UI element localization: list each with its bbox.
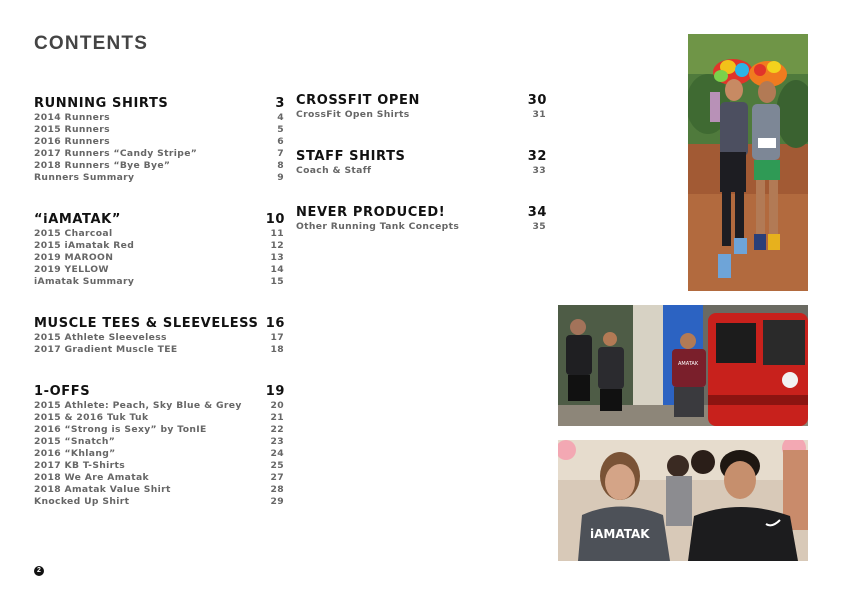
toc-item-label: 2016 Runners [34,136,110,147]
toc-section-iamatak [34,212,285,288]
toc-item-page: 5 [277,124,284,135]
toc-item-page: 21 [270,412,284,423]
toc-section-crossfit-open [296,93,547,121]
toc-item[interactable] [34,240,285,252]
toc-item[interactable] [34,264,285,276]
section-title: RUNNING SHIRTS [34,96,169,111]
toc-item[interactable] [34,124,285,136]
toc-item-label: 2014 Runners [34,112,110,123]
toc-item[interactable] [34,332,285,344]
toc-item-label: 2015 “Snatch” [34,436,116,447]
toc-item[interactable] [296,109,547,121]
toc-item[interactable] [34,112,285,124]
toc-item-page: 9 [277,172,284,183]
toc-item-page: 11 [270,228,284,239]
shirt-logo-text: iAMATAK [590,527,650,541]
toc-item-page: 23 [270,436,284,447]
toc-item[interactable] [34,228,285,240]
toc-section-never-produced [296,205,547,233]
toc-item-page: 7 [277,148,284,159]
toc-item-label: 2015 iAmatak Red [34,240,135,251]
section-page: 16 [265,316,285,331]
toc-item-label: 2016 “Khlang” [34,448,116,459]
toc-section-heading[interactable] [34,96,285,112]
toc-item-page: 17 [270,332,284,343]
toc-section-1-offs [34,384,285,508]
toc-section-heading[interactable] [34,316,285,332]
toc-item-page: 24 [270,448,284,459]
section-page: 34 [527,205,547,220]
toc-item[interactable] [34,424,285,436]
toc-item-page: 29 [270,496,284,507]
toc-item-page: 27 [270,472,284,483]
toc-item-label: 2019 MAROON [34,252,114,263]
toc-item[interactable] [296,221,547,233]
toc-item-label: Knocked Up Shirt [34,496,130,507]
toc-item-label: Other Running Tank Concepts [296,221,460,232]
toc-item-label: 2015 Athlete Sleeveless [34,332,167,343]
toc-item-page: 18 [270,344,284,355]
section-page: 10 [265,212,285,227]
toc-item[interactable] [34,148,285,160]
toc-section-heading[interactable] [34,384,285,400]
toc-section-heading[interactable] [296,149,547,165]
toc-item[interactable] [34,448,285,460]
toc-item[interactable] [34,460,285,472]
toc-item-page: 25 [270,460,284,471]
toc-item-page: 33 [532,165,546,176]
toc-item[interactable] [34,400,285,412]
toc-item[interactable] [34,412,285,424]
toc-item-label: Runners Summary [34,172,135,183]
toc-item-label: 2015 & 2016 Tuk Tuk [34,412,149,423]
toc-item[interactable] [34,436,285,448]
toc-section-staff-shirts [296,149,547,177]
photo-costumed-runners [688,34,808,291]
toc-item-page: 20 [270,400,284,411]
toc-item-page: 35 [532,221,546,232]
toc-item[interactable] [34,344,285,356]
toc-item-page: 15 [270,276,284,287]
section-title: STAFF SHIRTS [296,149,406,164]
toc-item[interactable] [34,276,285,288]
toc-item-page: 12 [270,240,284,251]
section-title: 1-OFFS [34,384,91,399]
section-title: MUSCLE TEES & SLEEVELESS [34,316,259,331]
toc-item[interactable] [34,136,285,148]
toc-item-label: 2017 KB T-Shirts [34,460,126,471]
toc-item-label: 2017 Runners “Candy Stripe” [34,148,198,159]
toc-item-label: 2015 Charcoal [34,228,113,239]
toc-item-page: 4 [277,112,284,123]
toc-item[interactable] [34,160,285,172]
toc-item-label: 2018 Runners “Bye Bye” [34,160,171,171]
toc-item-page: 13 [270,252,284,263]
toc-item[interactable] [34,472,285,484]
toc-item[interactable] [34,484,285,496]
toc-item-label: 2016 “Strong is Sexy” by TonIE [34,424,207,435]
toc-item-label: 2015 Runners [34,124,110,135]
toc-item-label: 2019 YELLOW [34,264,109,275]
photo-tuk-tuk-runners [558,305,808,426]
section-title: “iAMATAK” [34,212,121,227]
toc-item[interactable] [34,496,285,508]
toc-item-label: 2018 Amatak Value Shirt [34,484,171,495]
toc-item-label: Coach & Staff [296,165,372,176]
toc-item-page: 28 [270,484,284,495]
section-title: NEVER PRODUCED! [296,205,446,220]
toc-section-heading[interactable] [34,212,285,228]
toc-item-label: 2018 We Are Amatak [34,472,149,483]
toc-item-label: CrossFit Open Shirts [296,109,410,120]
section-page: 32 [527,149,547,164]
toc-item-label: 2017 Gradient Muscle TEE [34,344,178,355]
toc-section-heading[interactable] [296,205,547,221]
toc-item-label: iAmatak Summary [34,276,135,287]
toc-item-page: 22 [270,424,284,435]
toc-section-heading[interactable] [296,93,547,109]
toc-item[interactable] [296,165,547,177]
section-page: 3 [275,96,285,111]
toc-item-page: 6 [277,136,284,147]
page-title: CONTENTS [34,33,149,54]
toc-item-page: 31 [532,109,546,120]
toc-section-running-shirts [34,96,285,184]
photo-iamatak-group [558,440,808,561]
page-number: 2 [34,566,44,576]
shirt-logo-text: AMATAK [678,361,699,367]
section-page: 19 [265,384,285,399]
section-title: CROSSFIT OPEN [296,93,420,108]
toc-item[interactable] [34,252,285,264]
toc-item-page: 8 [277,160,284,171]
toc-section-muscle-tees [34,316,285,356]
toc-item-label: 2015 Athlete: Peach, Sky Blue & Grey [34,400,242,411]
section-page: 30 [527,93,547,108]
toc-item-page: 14 [270,264,284,275]
toc-item[interactable] [34,172,285,184]
